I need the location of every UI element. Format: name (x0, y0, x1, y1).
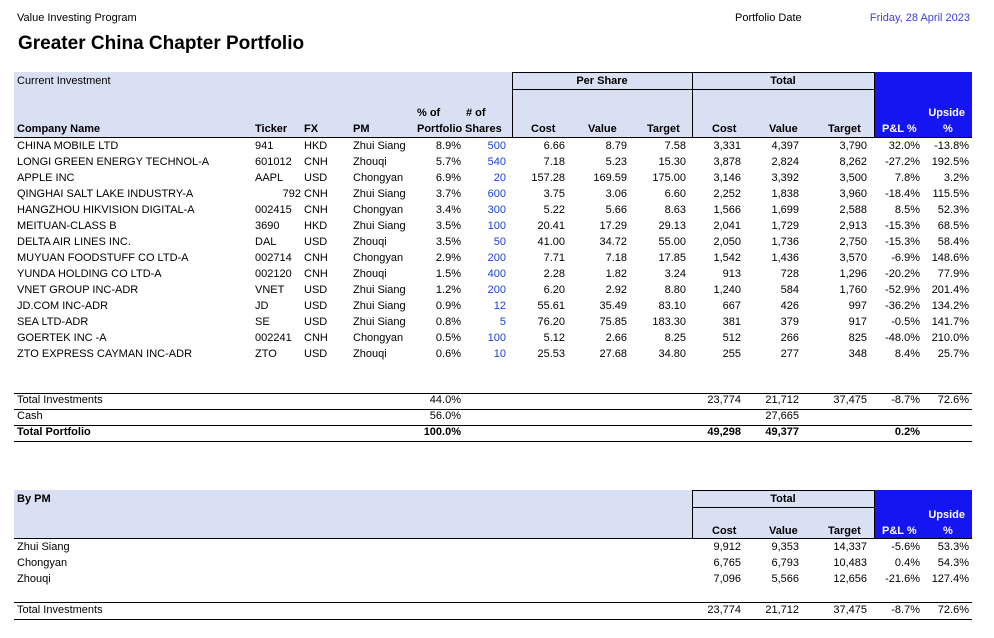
cell-ticker: ZTO (255, 348, 277, 360)
table-row (0, 267, 994, 283)
cell-upside: 115.5% (932, 188, 969, 200)
col-ps-value: Value (588, 123, 617, 135)
col-upside-line2: % (943, 123, 953, 135)
cell-fx: CNH (304, 204, 328, 216)
cell-total-value: 584 (780, 284, 799, 296)
by-pm-total-row (0, 603, 994, 619)
cell-pct-portfolio: 3.4% (435, 204, 461, 216)
cell-pnl: -5.6% (891, 541, 920, 553)
cell-shares[interactable]: 300 (487, 204, 506, 216)
cell-shares[interactable]: 540 (487, 156, 506, 168)
cell-pnl: -48.0% (885, 332, 920, 344)
cell-fx: USD (304, 348, 328, 360)
cell-pm: Zhouqi (353, 348, 387, 360)
cell-total-cost: 667 (722, 300, 741, 312)
by-pm-total-label: Total Investments (17, 604, 103, 616)
cell-shares[interactable]: 50 (493, 236, 506, 248)
cell-total-value: 379 (780, 316, 799, 328)
cell-ps-target: 55.00 (658, 236, 686, 248)
table-row (0, 283, 994, 299)
cell-ps-cost: 157.28 (531, 172, 565, 184)
cell-total-value: 1,436 (771, 252, 799, 264)
cell-total-cost: 2,041 (713, 220, 741, 232)
cell-total-target: 917 (848, 316, 867, 328)
col-ticker: Ticker (255, 123, 288, 135)
cell-pnl: -0.5% (891, 316, 920, 328)
cell-total-value: 277 (780, 348, 799, 360)
total-investments-pnl: -8.7% (891, 394, 920, 406)
cell-shares[interactable]: 100 (487, 332, 506, 344)
cell-total-value: 1,838 (771, 188, 799, 200)
total-group-header: Total (770, 75, 796, 87)
cash-pct: 56.0% (429, 410, 461, 422)
cell-fx: USD (304, 316, 328, 328)
cell-ps-target: 29.13 (658, 220, 686, 232)
cell-upside: 77.9% (937, 268, 969, 280)
cell-pm: Zhui Siang (353, 220, 406, 232)
by-pm-col-pnl: P&L % (882, 525, 917, 537)
cell-total-target: 3,790 (839, 140, 867, 152)
cell-pnl: -18.4% (885, 188, 920, 200)
cell-ps-cost: 2.28 (543, 268, 565, 280)
cell-pct-portfolio: 0.5% (435, 332, 461, 344)
total-portfolio-pnl: 0.2% (894, 426, 920, 438)
table-row (0, 171, 994, 187)
col-pnl: P&L % (882, 123, 917, 135)
cell-ps-cost: 6.66 (543, 140, 565, 152)
cell-pm: Chongyan (353, 252, 404, 264)
cell-target: 10,483 (833, 557, 867, 569)
cell-pm: Chongyan (353, 204, 404, 216)
cell-value: 9,353 (771, 541, 799, 553)
cell-company-name: HANGZHOU HIKVISION DIGITAL-A (17, 204, 195, 216)
cell-total-value: 3,392 (771, 172, 799, 184)
cell-pnl: 8.4% (894, 348, 920, 360)
cell-shares[interactable]: 600 (487, 188, 506, 200)
cell-ps-cost: 6.20 (543, 284, 565, 296)
total-investments-pct: 44.0% (429, 394, 461, 406)
by-pm-col-upside-line2: % (943, 525, 953, 537)
cell-company-name: QINGHAI SALT LAKE INDUSTRY-A (17, 188, 194, 200)
cell-pct-portfolio: 8.9% (435, 140, 461, 152)
cell-upside: 201.4% (931, 284, 969, 296)
cell-pnl: -52.9% (885, 284, 920, 296)
total-investments-upside: 72.6% (937, 394, 969, 406)
cell-total-target: 3,960 (839, 188, 867, 200)
cell-ps-value: 5.66 (605, 204, 627, 216)
cell-ps-value: 17.29 (599, 220, 627, 232)
col-t-target: Target (828, 123, 861, 135)
total-portfolio-value: 49,377 (765, 426, 799, 438)
cell-pct-portfolio: 3.5% (435, 236, 461, 248)
cell-pct-portfolio: 0.6% (435, 348, 461, 360)
portfolio-date-label: Portfolio Date (735, 12, 802, 24)
cell-ps-target: 6.60 (664, 188, 686, 200)
cell-ps-cost: 7.18 (543, 156, 565, 168)
cell-ps-target: 8.25 (664, 332, 686, 344)
cell-pct-portfolio: 2.9% (435, 252, 461, 264)
cell-company-name: MEITUAN-CLASS B (17, 220, 117, 232)
cell-total-target: 8,262 (839, 156, 867, 168)
cell-upside: 192.5% (931, 156, 969, 168)
cell-company-name: GOERTEK INC -A (17, 332, 107, 344)
cell-upside: 127.4% (931, 573, 969, 585)
col-t-cost: Cost (712, 123, 737, 135)
cell-total-cost: 512 (722, 332, 741, 344)
cell-pm: Zhui Siang (353, 140, 406, 152)
cell-ps-cost: 5.22 (543, 204, 565, 216)
cell-total-cost: 3,878 (713, 156, 741, 168)
table-row (0, 139, 994, 155)
total-investments-label: Total Investments (17, 394, 103, 406)
cell-pct-portfolio: 0.8% (435, 316, 461, 328)
cell-ps-target: 15.30 (658, 156, 686, 168)
cell-total-cost: 3,331 (713, 140, 741, 152)
cell-pnl: -27.2% (885, 156, 920, 168)
cell-pct-portfolio: 1.5% (435, 268, 461, 280)
cell-pnl: 32.0% (888, 140, 920, 152)
cell-total-target: 2,913 (839, 220, 867, 232)
cell-total-target: 3,570 (839, 252, 867, 264)
cell-total-value: 728 (780, 268, 799, 280)
cell-pm: Chongyan (353, 172, 404, 184)
cell-ticker: 941 (255, 140, 274, 152)
cell-ticker: 002241 (255, 332, 292, 344)
cell-total-cost: 3,146 (713, 172, 741, 184)
cell-ps-target: 8.80 (664, 284, 686, 296)
cell-upside: 134.2% (931, 300, 969, 312)
col-pm: PM (353, 123, 370, 135)
cell-company-name: DELTA AIR LINES INC. (17, 236, 131, 248)
by-pm-col-cost: Cost (712, 525, 737, 537)
cell-total-cost: 1,566 (713, 204, 741, 216)
cell-ps-cost: 20.41 (537, 220, 565, 232)
cell-ps-target: 3.24 (664, 268, 686, 280)
cell-upside: 53.3% (937, 541, 969, 553)
cell-total-cost: 255 (722, 348, 741, 360)
cell-upside: 3.2% (943, 172, 969, 184)
table-row (0, 299, 994, 315)
pm-row (0, 572, 994, 588)
cell-upside: 25.7% (937, 348, 969, 360)
cell-fx: USD (304, 172, 328, 184)
cell-shares[interactable]: 200 (487, 252, 506, 264)
cell-upside: 52.3% (937, 204, 969, 216)
cell-pnl: -15.3% (885, 236, 920, 248)
cell-fx: CNH (304, 268, 328, 280)
cell-total-cost: 1,542 (713, 252, 741, 264)
cell-ps-value: 1.82 (605, 268, 627, 280)
cell-pnl: -20.2% (885, 268, 920, 280)
cash-value: 27,665 (765, 410, 799, 422)
by-pm-col-target: Target (828, 525, 861, 537)
by-pm-total-pnl: -8.7% (891, 604, 920, 616)
cell-company-name: VNET GROUP INC-ADR (17, 284, 139, 296)
by-pm-label: By PM (17, 493, 51, 505)
by-pm-total-header: Total (770, 493, 796, 505)
cell-ticker: 002120 (255, 268, 292, 280)
cell-ps-cost: 3.75 (543, 188, 565, 200)
cell-ps-cost: 55.61 (537, 300, 565, 312)
cell-total-cost: 1,240 (713, 284, 741, 296)
total-investments-target: 37,475 (833, 394, 867, 406)
by-pm-total-value: 21,712 (765, 604, 799, 616)
cell-ps-cost: 41.00 (537, 236, 565, 248)
cell-upside: 58.4% (937, 236, 969, 248)
cell-ps-cost: 5.12 (543, 332, 565, 344)
total-portfolio-row (0, 425, 994, 441)
cell-ticker: 601012 (255, 156, 292, 168)
cell-cost: 6,765 (713, 557, 741, 569)
cell-ps-target: 183.30 (652, 316, 686, 328)
cell-ps-value: 5.23 (605, 156, 627, 168)
cell-pnl: -6.9% (891, 252, 920, 264)
cell-cost: 7,096 (713, 573, 741, 585)
cell-company-name: JD.COM INC-ADR (17, 300, 109, 312)
program-label: Value Investing Program (17, 12, 137, 24)
cell-ticker: AAPL (255, 172, 284, 184)
cell-pct-portfolio: 3.7% (435, 188, 461, 200)
cell-company-name: MUYUAN FOODSTUFF CO LTD-A (17, 252, 189, 264)
cell-shares[interactable]: 500 (487, 140, 506, 152)
cell-shares[interactable]: 5 (499, 316, 506, 328)
cell-ticker: 002415 (255, 204, 292, 216)
total-investments-cost: 23,774 (707, 394, 741, 406)
cell-upside: -13.8% (934, 140, 969, 152)
col-ps-cost: Cost (531, 123, 556, 135)
cell-pm: Zhouqi (353, 268, 387, 280)
cell-ps-value: 34.72 (599, 236, 627, 248)
cell-total-value: 426 (780, 300, 799, 312)
cell-shares[interactable]: 200 (487, 284, 506, 296)
col-fx: FX (304, 123, 319, 135)
cell-ps-target: 175.00 (652, 172, 686, 184)
cell-upside: 210.0% (931, 332, 969, 344)
cell-pct-portfolio: 0.9% (435, 300, 461, 312)
cell-total-cost: 913 (722, 268, 741, 280)
cell-fx: CNH (304, 156, 328, 168)
pm-row (0, 556, 994, 572)
cell-company-name: ZTO EXPRESS CAYMAN INC-ADR (17, 348, 193, 360)
cell-company-name: LONGI GREEN ENERGY TECHNOL-A (17, 156, 210, 168)
portfolio-date-value: Friday, 28 April 2023 (869, 12, 970, 24)
cell-company-name: APPLE INC (17, 172, 75, 184)
table-row (0, 155, 994, 171)
table-row (0, 315, 994, 331)
cell-total-value: 1,736 (771, 236, 799, 248)
cell-ticker: VNET (255, 284, 285, 296)
cell-pnl: -21.6% (885, 573, 920, 585)
cell-ps-target: 17.85 (658, 252, 686, 264)
cell-ps-value: 27.68 (599, 348, 627, 360)
cell-upside: 68.5% (937, 220, 969, 232)
cell-ps-value: 35.49 (599, 300, 627, 312)
cell-ps-value: 2.66 (605, 332, 627, 344)
col-shares-line1: # of (466, 107, 486, 119)
cell-pm: Zhui Siang (353, 284, 406, 296)
by-pm-total-target: 37,475 (833, 604, 867, 616)
cell-fx: CNH (304, 188, 328, 200)
cell-ps-target: 8.63 (664, 204, 686, 216)
table-row (0, 331, 994, 347)
cell-ps-value: 7.18 (605, 252, 627, 264)
cell-pm: Zhouqi (17, 573, 51, 585)
cell-value: 5,566 (771, 573, 799, 585)
cell-ps-target: 7.58 (664, 140, 686, 152)
cell-pm: Zhouqi (353, 236, 387, 248)
cell-fx: CNH (304, 332, 328, 344)
cell-shares[interactable]: 12 (493, 300, 506, 312)
cell-ticker: JD (255, 300, 269, 312)
table-row (0, 251, 994, 267)
cell-total-target: 2,588 (839, 204, 867, 216)
cell-fx: CNH (304, 252, 328, 264)
cell-ticker: 3690 (255, 220, 280, 232)
by-pm-total-upside: 72.6% (937, 604, 969, 616)
cell-ps-cost: 25.53 (537, 348, 565, 360)
total-investments-row (0, 393, 994, 409)
cell-ps-cost: 76.20 (537, 316, 565, 328)
cell-total-value: 266 (780, 332, 799, 344)
cell-fx: USD (304, 284, 328, 296)
cell-ps-cost: 7.71 (543, 252, 565, 264)
cell-fx: HKD (304, 220, 328, 232)
by-pm-total-cost: 23,774 (707, 604, 741, 616)
cell-ticker: 792 (282, 188, 301, 200)
cash-row (0, 409, 994, 425)
cash-label: Cash (17, 410, 43, 422)
cell-total-value: 4,397 (771, 140, 799, 152)
cell-pm: Chongyan (17, 557, 68, 569)
cell-pm: Zhui Siang (353, 188, 406, 200)
cell-fx: USD (304, 300, 328, 312)
table-row (0, 187, 994, 203)
cell-shares[interactable]: 10 (493, 348, 506, 360)
cell-fx: USD (304, 236, 328, 248)
cell-pnl: 0.4% (894, 557, 920, 569)
cell-ps-target: 83.10 (658, 300, 686, 312)
cell-ticker: DAL (255, 236, 277, 248)
cell-ps-value: 8.79 (605, 140, 627, 152)
table-row (0, 219, 994, 235)
cell-total-target: 3,500 (839, 172, 867, 184)
cell-pnl: 7.8% (894, 172, 920, 184)
col-upside-line1: Upside (928, 107, 965, 119)
cell-ticker: SE (255, 316, 270, 328)
cell-total-target: 1,296 (839, 268, 867, 280)
cell-total-target: 348 (848, 348, 867, 360)
col-company: Company Name (17, 123, 101, 135)
cell-company-name: YUNDA HOLDING CO LTD-A (17, 268, 162, 280)
table-row (0, 203, 994, 219)
table-row (0, 347, 994, 363)
col-t-value: Value (769, 123, 798, 135)
cell-target: 12,656 (833, 573, 867, 585)
cell-pm: Chongyan (353, 332, 404, 344)
col-pct-line2: Portfolio (417, 123, 463, 135)
cell-pm: Zhouqi (353, 156, 387, 168)
by-pm-col-upside-line1: Upside (928, 509, 965, 521)
pm-row (0, 540, 994, 556)
cell-company-name: SEA LTD-ADR (17, 316, 89, 328)
cell-ps-value: 3.06 (605, 188, 627, 200)
cell-pnl: -36.2% (885, 300, 920, 312)
cell-pct-portfolio: 1.2% (435, 284, 461, 296)
cell-ticker: 002714 (255, 252, 292, 264)
cell-total-value: 1,729 (771, 220, 799, 232)
cell-pct-portfolio: 5.7% (435, 156, 461, 168)
cell-total-cost: 381 (722, 316, 741, 328)
page-title: Greater China Chapter Portfolio (18, 33, 305, 54)
cell-company-name: CHINA MOBILE LTD (17, 140, 119, 152)
cell-pnl: 8.5% (894, 204, 920, 216)
total-portfolio-pct: 100.0% (423, 426, 461, 438)
cell-shares[interactable]: 400 (487, 268, 506, 280)
cell-fx: HKD (304, 140, 328, 152)
cell-ps-target: 34.80 (658, 348, 686, 360)
cell-pm: Zhui Siang (353, 300, 406, 312)
total-portfolio-label: Total Portfolio (17, 426, 91, 438)
per-share-group-header: Per Share (576, 75, 628, 87)
cell-upside: 148.6% (931, 252, 969, 264)
cell-total-value: 1,699 (771, 204, 799, 216)
cell-pm: Zhui Siang (353, 316, 406, 328)
cell-total-cost: 2,252 (713, 188, 741, 200)
cell-target: 14,337 (833, 541, 867, 553)
col-shares-line2: Shares (465, 123, 502, 135)
cell-pnl: -15.3% (885, 220, 920, 232)
cell-pct-portfolio: 6.9% (435, 172, 461, 184)
total-portfolio-cost: 49,298 (707, 426, 741, 438)
cell-shares[interactable]: 20 (493, 172, 506, 184)
cell-total-target: 1,760 (839, 284, 867, 296)
cell-pm: Zhui Siang (17, 541, 70, 553)
current-investment-label: Current Investment (17, 75, 111, 87)
cell-cost: 9,912 (713, 541, 741, 553)
cell-shares[interactable]: 100 (487, 220, 506, 232)
cell-total-cost: 2,050 (713, 236, 741, 248)
cell-upside: 141.7% (931, 316, 969, 328)
col-pct-line1: % of (417, 107, 441, 119)
total-investments-value: 21,712 (765, 394, 799, 406)
cell-ps-value: 75.85 (599, 316, 627, 328)
cell-ps-value: 2.92 (605, 284, 627, 296)
cell-upside: 54.3% (937, 557, 969, 569)
col-ps-target: Target (647, 123, 680, 135)
cell-total-target: 997 (848, 300, 867, 312)
cell-total-value: 2,824 (771, 156, 799, 168)
cell-pct-portfolio: 3.5% (435, 220, 461, 232)
by-pm-col-value: Value (769, 525, 798, 537)
cell-total-target: 825 (848, 332, 867, 344)
cell-ps-value: 169.59 (593, 172, 627, 184)
cell-value: 6,793 (771, 557, 799, 569)
cell-total-target: 2,750 (839, 236, 867, 248)
table-row (0, 235, 994, 251)
